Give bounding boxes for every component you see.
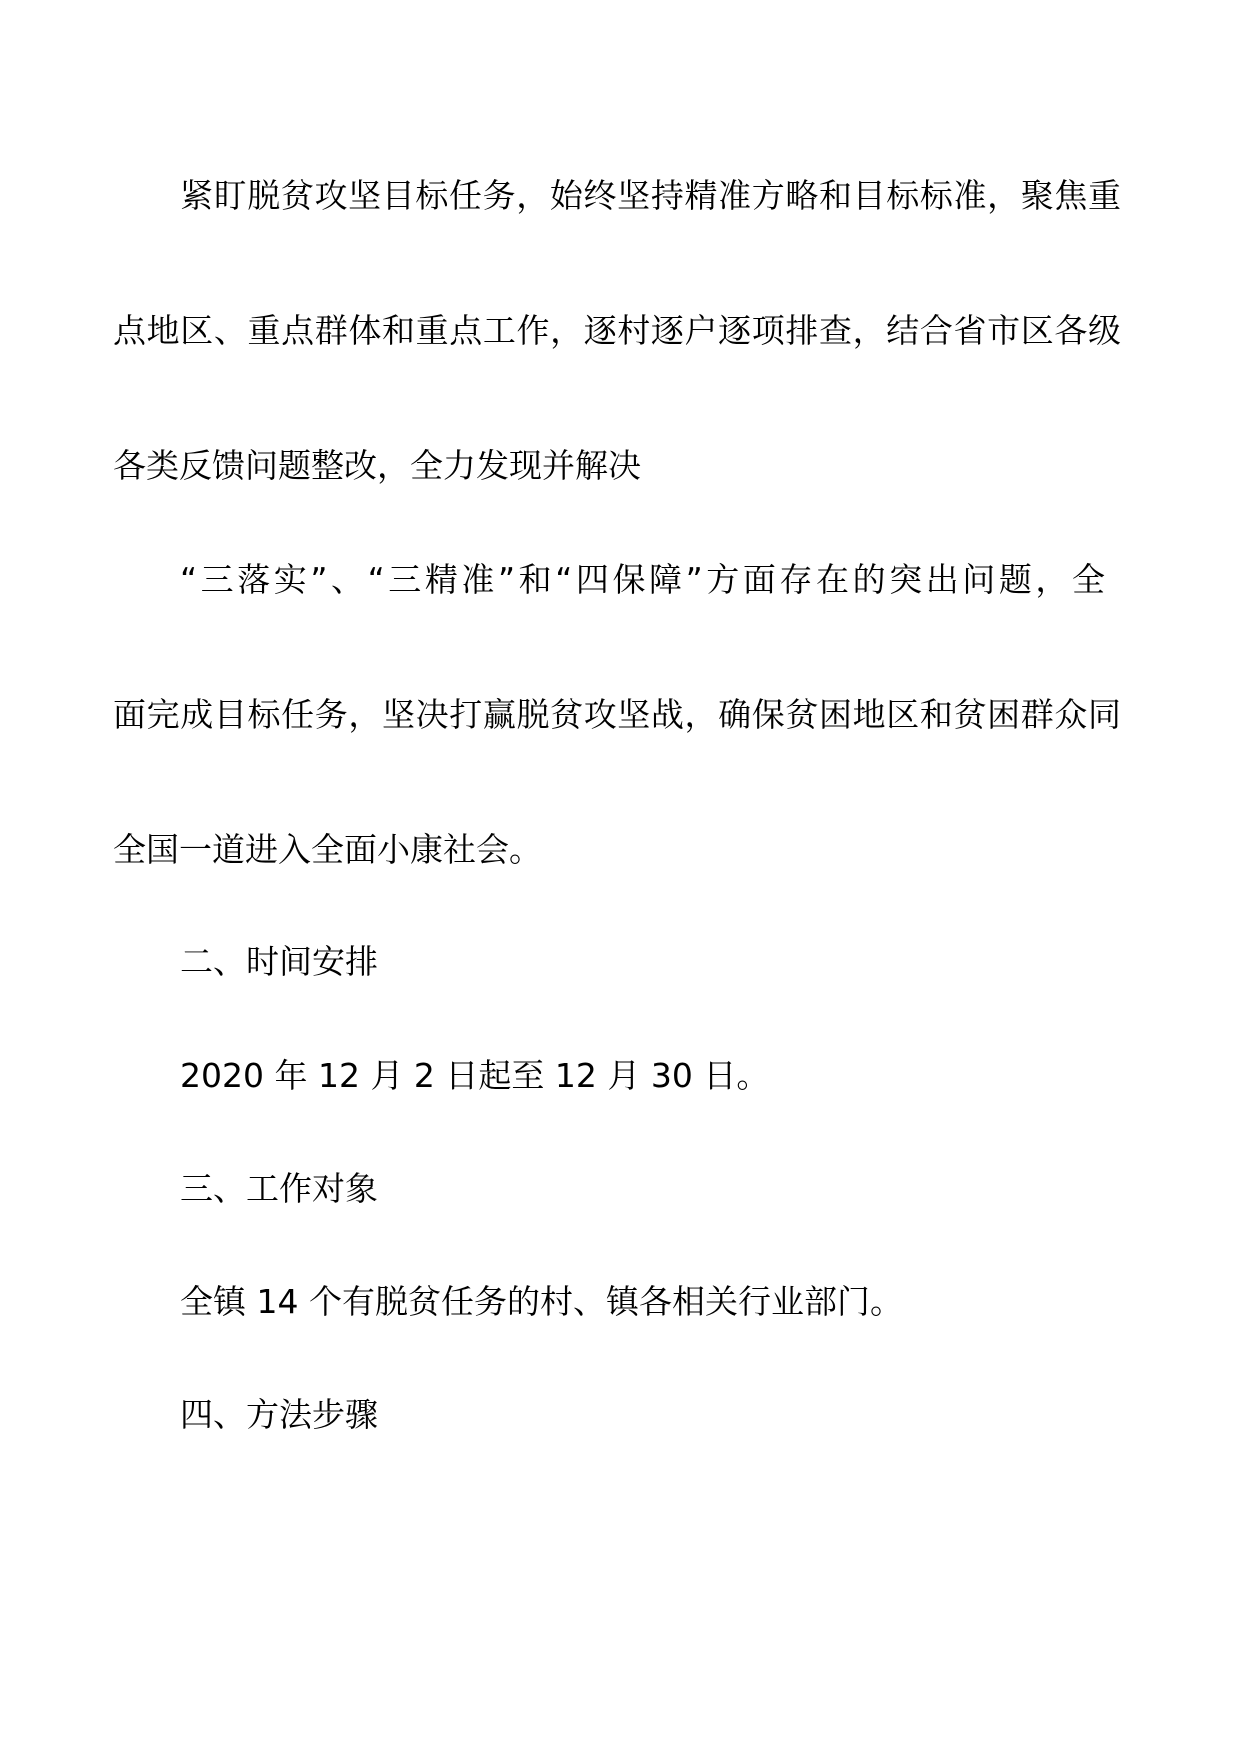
- paragraph-2-line-2: 面完成目标任务，坚决打赢脱贫攻坚战，确保贫困地区和贫困群众同: [113, 695, 1121, 734]
- paragraph-1-line-3: 各类反馈问题整改，全力发现并解决: [113, 446, 641, 485]
- section-3-heading: 三、工作对象: [180, 1169, 378, 1208]
- paragraph-2-line-1: “三落实”、“三精准”和“四保障”方面存在的突出问题，全: [180, 560, 1105, 599]
- section-3-content: 全镇 14 个有脱贫任务的村、镇各相关行业部门。: [180, 1282, 903, 1321]
- section-2-content: 2020 年 12 月 2 日起至 12 月 30 日。: [180, 1056, 770, 1095]
- paragraph-1-line-2: 点地区、重点群体和重点工作，逐村逐户逐项排查，结合省市区各级: [113, 311, 1121, 350]
- paragraph-2-line-3: 全国一道进入全面小康社会。: [113, 830, 542, 869]
- section-4-heading: 四、方法步骤: [180, 1395, 378, 1434]
- section-2-heading: 二、时间安排: [180, 942, 378, 981]
- paragraph-1-line-1: 紧盯脱贫攻坚目标任务，始终坚持精准方略和目标标准，聚焦重: [180, 176, 1121, 215]
